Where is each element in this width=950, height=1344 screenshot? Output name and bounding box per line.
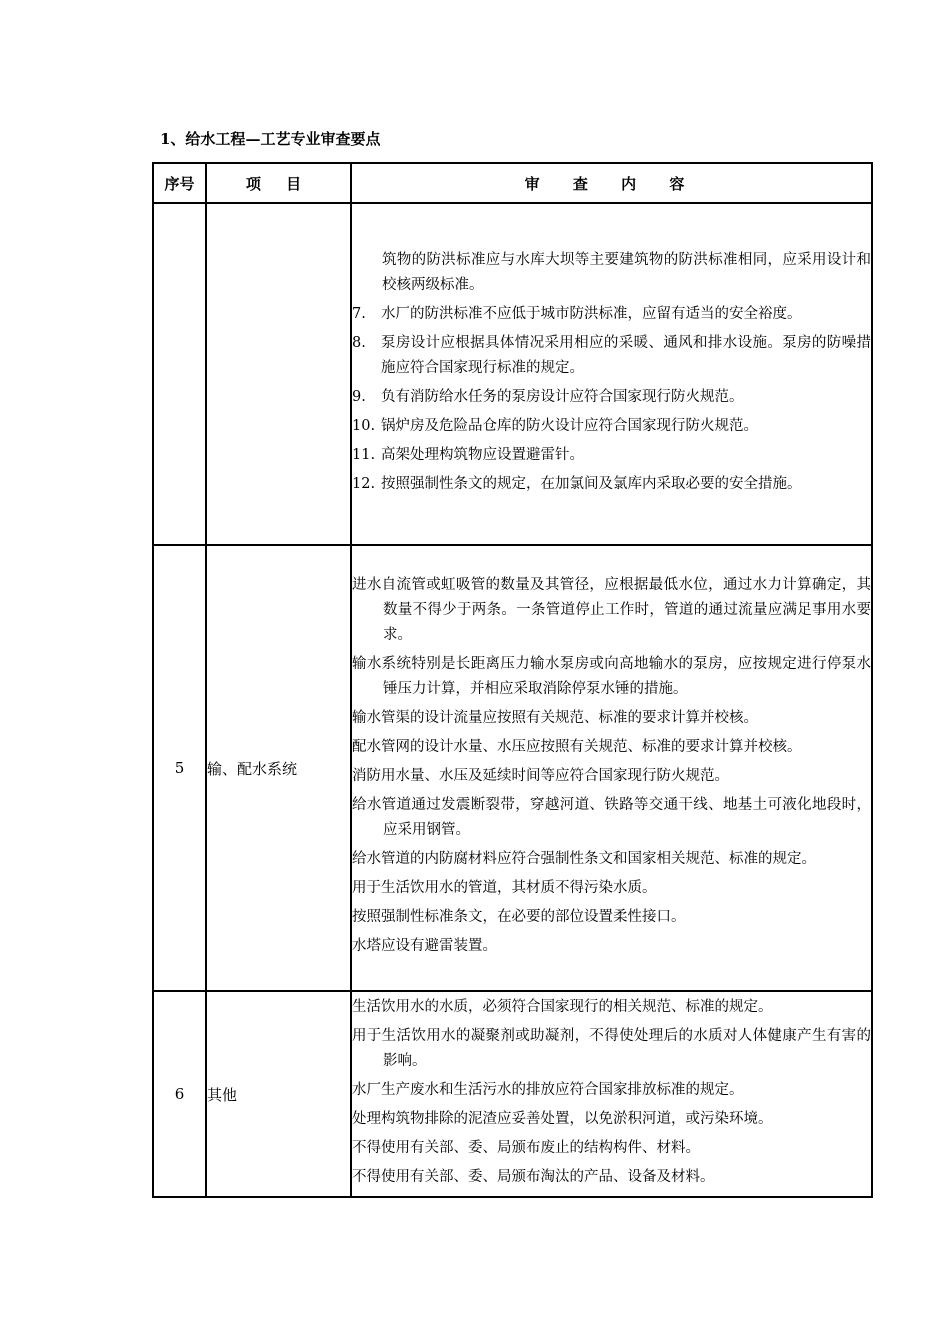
- content-item: 输水系统特别是长距离压力输水泵房或向高地输水的泵房，应按规定进行停泵水锤压力计算，并相应采取消除停泵水锤的措施。: [352, 656, 871, 697]
- content-item: 生活饮用水的水质，必须符合国家现行的相关规范、标准的规定。: [352, 998, 773, 1015]
- content-item: [352, 472, 871, 497]
- table-row: [153, 203, 872, 545]
- row-project: 其他: [206, 991, 351, 1197]
- item-number: 7.: [352, 305, 366, 322]
- row-seq: [153, 203, 206, 545]
- content-item: [352, 443, 871, 468]
- document-title: 1、给水工程—工艺专业审查要点: [160, 130, 381, 148]
- review-table: [152, 162, 873, 1198]
- content-item: 不得使用有关部、委、局颁布淘汰的产品、设备及材料。: [352, 1168, 715, 1185]
- content-item: 筑物的防洪标准应与水库大坝等主要建筑物的防洪标准相同，应采用设计和校核两级标准。: [382, 251, 871, 293]
- table-row: [153, 991, 872, 1197]
- header-seq: 序号: [153, 163, 206, 203]
- content-item: 给水管道的内防腐材料应符合强制性条文和国家相关规范、标准的规定。: [352, 851, 816, 867]
- item-number: 12.: [352, 475, 376, 492]
- item-number: 11.: [352, 446, 376, 463]
- content-item: 配水管网的设计水量、水压应按照有关规范、标准的要求计算并校核。: [352, 739, 802, 755]
- table-row: [153, 545, 872, 991]
- content-item: 给水管道通过发震断裂带，穿越河道、铁路等交通干线、地基土可液化地段时，应采用钢管。: [352, 797, 871, 838]
- content-item: 水厂生产废水和生活污水的排放应符合国家排放标准的规定。: [352, 1081, 744, 1098]
- content-item: [352, 385, 871, 410]
- item-text: 按照强制性条文的规定，在加氯间及氯库内采取必要的安全措施。: [381, 475, 802, 492]
- content-item: [352, 331, 871, 381]
- table-header-row: [153, 163, 872, 203]
- item-text: 高架处理构筑物应设置避雷针。: [381, 446, 584, 463]
- row-seq: 6: [153, 991, 206, 1197]
- content-item: 消防用水量、水压及延续时间等应符合国家现行防火规范。: [352, 768, 729, 784]
- item-number: 8.: [352, 334, 366, 351]
- content-item: 进水自流管或虹吸管的数量及其管径，应根据最低水位，通过水力计算确定，其数量不得少于两条。一条管道停止工作时，管道的通过流量应满足事用水要求。: [352, 577, 871, 643]
- content-item: [352, 302, 871, 327]
- content-item: [352, 414, 871, 439]
- content-item: 用于生活饮用水的凝聚剂或助凝剂，不得使处理后的水质对人体健康产生有害的影响。: [352, 1027, 871, 1069]
- content-item: 输水管渠的设计流量应按照有关规范、标准的要求计算并校核。: [352, 710, 758, 726]
- content-item: 处理构筑物排除的泥渣应妥善处置，以免淤积河道，或污染环境。: [352, 1110, 773, 1127]
- header-project: 项 目: [206, 163, 351, 203]
- content-item: 用于生活饮用水的管道，其材质不得污染水质。: [352, 880, 657, 896]
- content-item: 不得使用有关部、委、局颁布废止的结构构件、材料。: [352, 1139, 700, 1156]
- row-content: [351, 545, 872, 991]
- item-text: 锅炉房及危险品仓库的防火设计应符合国家现行防火规范。: [381, 417, 758, 434]
- content-item: 水塔应设有避雷装置。: [352, 938, 497, 954]
- item-number: 9.: [352, 388, 366, 405]
- row-project: 输、配水系统: [206, 545, 351, 991]
- item-text: 水厂的防洪标准不应低于城市防洪标准，应留有适当的安全裕度。: [381, 305, 802, 322]
- content-item: 按照强制性标准条文，在必要的部位设置柔性接口。: [352, 909, 686, 925]
- item-text: 泵房设计应根据具体情况采用相应的采暖、通风和排水设施。泵房的防噪措施应符合国家现行标准的规定。: [381, 334, 871, 376]
- header-content: 审 查 内 容: [351, 163, 872, 203]
- item-number: 10.: [352, 417, 376, 434]
- row-project: [206, 203, 351, 545]
- row-content: [351, 203, 872, 545]
- row-seq: 5: [153, 545, 206, 991]
- item-text: 负有消防给水任务的泵房设计应符合国家现行防火规范。: [381, 388, 744, 405]
- row-content: [351, 991, 872, 1197]
